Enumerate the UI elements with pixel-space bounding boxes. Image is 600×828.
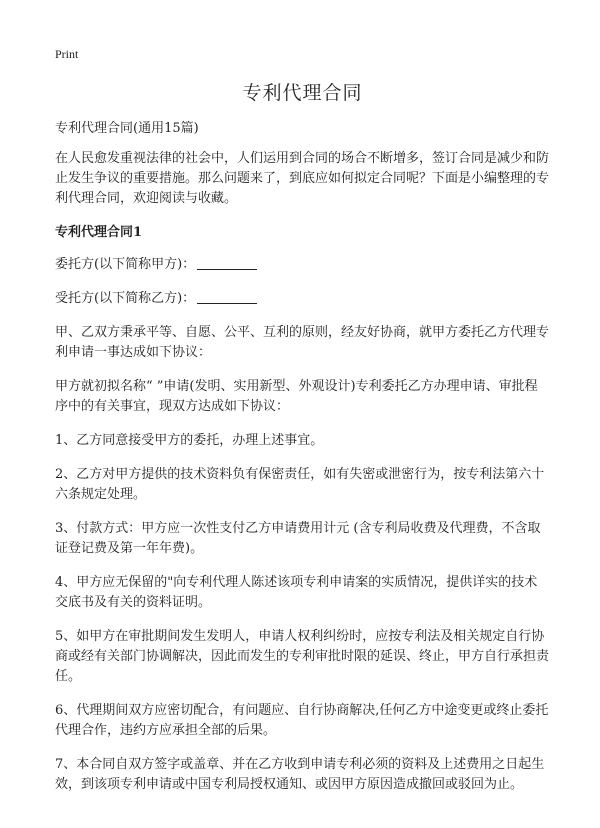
print-link[interactable]: Print <box>55 47 79 61</box>
paragraph-scope: 甲方就初拟名称“ ”申请(发明、实用新型、外观设计)专利委托乙方办理申请、审批程序中的有关事宜，现双方达成如下协议： <box>55 379 538 414</box>
intro-paragraph: 在人民愈发重视法律的社会中，人们运用到合同的场合不断增多，签订合同是减少和防止发生争议的重要措施。那么问题来了，到底应如何拟定合同呢？下面是小编整理的专利代理合同，欢迎阅读与收藏。 <box>55 151 550 206</box>
clause-3: 3、付款方式：甲方应一次性支付乙方申请费用计元 (含专利局收费及代理费，不含取证登记费及第一年年费)。 <box>55 521 541 556</box>
clause-4: 4、甲方应无保留的"向专利代理人陈述该项专利申请案的实质情况，提供详实的技术交底书及有关的资料证明。 <box>55 575 538 610</box>
party-b-label: 受托方(以下简称乙方)： <box>55 291 196 306</box>
document-subtitle: 专利代理合同(通用15篇) <box>55 121 199 136</box>
party-a-blank <box>197 255 257 270</box>
clause-7: 7、本合同自双方签字或盖章、并在乙方收到申请专利必须的资料及上述费用之日起生效，到该项专利申请或中国专利局授权通知、或因甲方原因造成撤回或驳回为止。 <box>55 757 545 792</box>
clause-2: 2、乙方对甲方提供的技术资料负有保密责任，如有失密或泄密行为，按专利法第六十六条规定处理。 <box>55 467 545 502</box>
clause-6: 6、代理期间双方应密切配合，有问题应、自行协商解决,任何乙方中途变更或终止委托代理合作，违约方应承担全部的后果。 <box>55 703 549 738</box>
paragraph-agreement: 甲、乙双方秉承平等、自愿、公平、互利的原则，经友好协商，就甲方委托乙方代理专利申请一事达成如下协议： <box>55 325 550 360</box>
party-a-label: 委托方(以下简称甲方)： <box>55 257 196 272</box>
party-b-line <box>55 289 550 309</box>
section-title: 专利代理合同1 <box>55 225 143 240</box>
party-a-line <box>55 255 550 275</box>
clause-1: 1、乙方同意接受甲方的委托，办理上述事宜。 <box>55 433 324 448</box>
page-title: 专利代理合同 <box>242 82 363 104</box>
party-b-blank <box>197 289 257 304</box>
clause-5: 5、如甲方在审批期间发生发明人，申请人权利纠纷时，应按专利法及相关规定自行协商或经有关部门协调解决，因此而发生的专利审批时限的延误、终止，甲方自行承担责任。 <box>55 629 550 684</box>
document-body <box>55 78 550 809</box>
